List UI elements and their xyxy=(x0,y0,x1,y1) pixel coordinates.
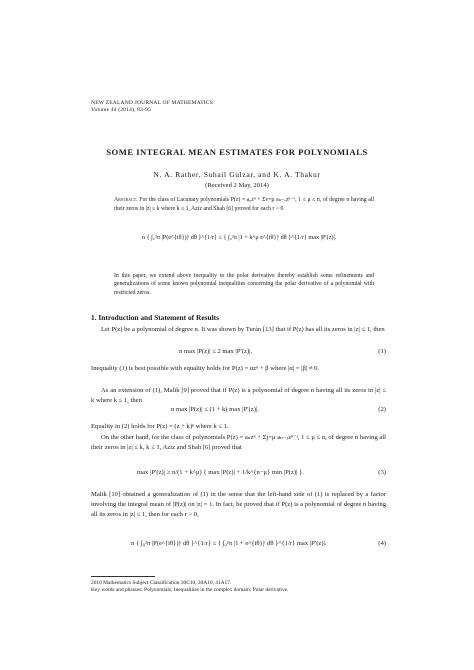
paragraph-3 xyxy=(91,386,386,406)
paragraph-4-text: Equality in (2) holds for P(z) = (z + k)ⁿ where k ≤ 1. xyxy=(91,423,229,430)
paragraph-5 xyxy=(91,433,386,453)
equation-3-body: max |P′(z)| ≥ n/(1 + k^μ) { max |P(z)| + 1/k^{n−μ} min |P(z)| }. xyxy=(137,469,304,476)
abstract-continued xyxy=(114,266,374,303)
paper-authors: N. A. Rather, Suhail Gulzar, and K. A. Thakur xyxy=(153,170,321,179)
journal-volume: Volume 44 (2014), 83-95 xyxy=(91,107,151,114)
section-heading: 1. Introduction and Statement of Results xyxy=(91,313,219,322)
equation-4 xyxy=(91,540,386,554)
equation-4-number: (4) xyxy=(378,540,386,547)
equation-2-body: n max |P(z)| ≤ (1 + k) max |P′(z)|. xyxy=(171,406,259,413)
abstract xyxy=(114,196,374,213)
equation-4-body: n { ∫₀²π |P(e^{iθ})|ʳ dθ }^{1/r} ≤ { ∫₀²π |1 + e^{iθ}|ʳ dθ }^{1/r} max |P′(z)|. xyxy=(131,540,327,547)
abstract-text-2: In this paper, we extend above inequality to the polar derivative thereby establish some refinements and generalizations of some known polynomial inequalities concerning the polar derivative of a polynomial with restricted zeros. xyxy=(114,272,374,296)
equation-3-number: (3) xyxy=(378,469,386,476)
footnotes xyxy=(91,580,288,594)
journal-header xyxy=(91,100,213,115)
abstract-label: Abstract. xyxy=(114,197,138,203)
equation-1-number: (1) xyxy=(378,348,386,355)
paragraph-2-text: Inequality (1) is best possible with equality holds for P(z) = αzⁿ + β where |α| = |β| ≠ 0. xyxy=(91,365,320,372)
equation-2-number: (2) xyxy=(378,406,386,413)
journal-name: NEW ZEALAND JOURNAL OF MATHEMATICS xyxy=(91,100,213,106)
paragraph-4 xyxy=(91,422,386,432)
paragraph-1 xyxy=(91,325,386,335)
received-date: (Received 2 May, 2014) xyxy=(205,182,269,189)
paragraph-5-text: On the other hand, for the class of polynomials P(z) = aₙzⁿ + Σj=μ aₙ₋ⱼzⁿ⁻ʲ, 1 ≤ μ ≤ n, of degree n having all their zeros in |z| ≤ k, k ≤ 1, Aziz and Shah [6] proved that xyxy=(91,434,386,452)
equation-2 xyxy=(91,406,386,418)
paper-title: SOME INTEGRAL MEAN ESTIMATES FOR POLYNOMIALS xyxy=(106,147,368,157)
equation-1-body: n max |P(z)| ≤ 2 max |P′(z)|. xyxy=(179,348,253,355)
footnote-rule xyxy=(91,576,155,577)
footnote-keywords: Key words and phrases: Polynomials; Inequalities in the complex domain; Polar derivative. xyxy=(91,587,289,594)
paragraph-1-text: Let P(z) be a polynomial of degree n. It was shown by Turán [13] that if P(z) has all its zeros in |z| ≤ 1, then xyxy=(101,326,385,333)
paragraph-6-text: Malik [10] obtained a generalization of (1) in the sense that the left-hand side of (1) is replaced by a factor involving the integral mean of |P(z)| on |z| = 1. In fact, he proved that if P(z) is a polynomial of degree n having all its zeros in |z| ≤ 1, then for each r > 0, xyxy=(91,491,386,519)
abstract-equation: n { ∫₀²π |P(e^{iθ})|ʳ dθ }^{1/r} ≤ { ∫₀²π |1 + k^μ e^{iθ}|ʳ dθ }^{1/r} max |P′(z)|. xyxy=(142,234,337,241)
paragraph-2 xyxy=(91,364,386,374)
abstract-text-1: For the class of Lacunary polynomials P(z) = a₀zⁿ + Σν=μ aₙ₋ᵥzⁿ⁻ᵛ, 1 ≤ μ ≤ n, of degree n having all their zeros in |z| ≤ k where k ≤ 1, Aziz and Shah [6] proved for each r > 0 xyxy=(114,197,374,212)
equation-3 xyxy=(91,469,386,483)
footnote-msc: 2010 Mathematics Subject Classification 30C10, 30A10, 41A17. xyxy=(91,580,232,586)
paragraph-6 xyxy=(91,490,386,521)
paragraph-3-text: As an extension of (1), Malik [9] proved that if P(z) is a polynomial of degree n having all its zeros in |z| ≤ k where k ≤ 1, then xyxy=(91,387,386,405)
equation-1 xyxy=(91,348,386,360)
